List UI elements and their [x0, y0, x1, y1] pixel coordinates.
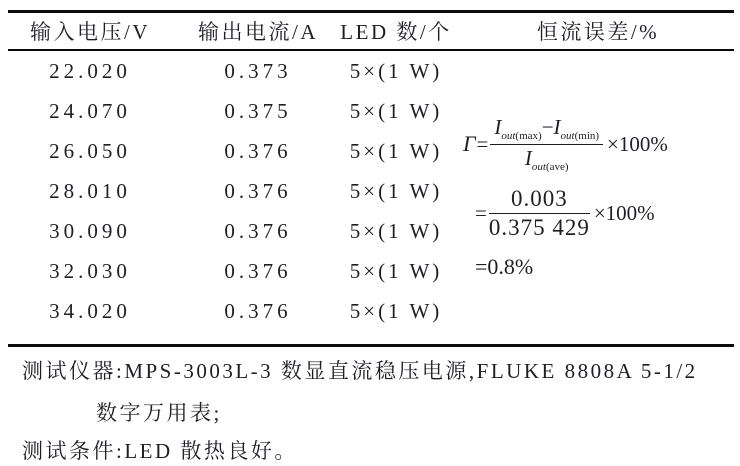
cell-input-voltage: 32.030: [49, 258, 131, 283]
col-header-current-error: 恒流误差/%: [536, 20, 660, 44]
cell-led-count: 5×(1 W): [349, 138, 443, 163]
fraction-numerator: [490, 115, 603, 144]
fraction-values: [489, 186, 590, 241]
current-symbol: I: [553, 115, 561, 140]
subscript-ave: (ave): [545, 160, 569, 173]
subscript-max: (max): [515, 130, 542, 143]
formula-result: =0.8%: [475, 254, 534, 279]
equals-sign: =: [476, 131, 489, 156]
cell-led-count: 5×(1 W): [349, 178, 443, 203]
cell-led-count: 5×(1 W): [349, 58, 443, 83]
cell-led-count: 5×(1 W): [349, 258, 443, 283]
subscript-min: (min): [574, 130, 600, 143]
times-100-percent: ×100%: [607, 131, 668, 156]
col-header-input-voltage: 输入电压/V: [30, 20, 150, 44]
formula-line-substitution: [463, 182, 737, 244]
fraction-numerator: 0.003: [489, 186, 590, 214]
cell-input-voltage: 24.070: [49, 98, 131, 123]
table-bottom-rule: [8, 344, 734, 347]
note-test-instruments-continued: 数字万用表;: [96, 401, 222, 425]
cell-output-current: 0.373: [224, 58, 292, 83]
times-100-percent: ×100%: [593, 200, 655, 225]
cell-led-count: 5×(1 W): [349, 298, 443, 323]
constant-current-error-formula: [463, 110, 737, 280]
cell-output-current: 0.376: [224, 298, 292, 323]
cell-output-current: 0.376: [224, 258, 292, 283]
fraction-denominator: 0.375 429: [488, 214, 590, 240]
cell-input-voltage: 22.020: [49, 58, 131, 83]
cell-output-current: 0.376: [224, 218, 292, 243]
fraction-denominator: [490, 145, 603, 173]
formula-line-definition: [463, 110, 737, 178]
equals-sign: =: [475, 200, 487, 225]
table-header-row: [0, 13, 740, 49]
note-test-conditions: 测试条件:LED 散热良好。: [22, 439, 298, 463]
note-test-instruments: 测试仪器:MPS-3003L-3 数显直流稳压电源,FLUKE 8808A 5-1/2: [22, 359, 698, 383]
cell-input-voltage: 30.090: [49, 218, 131, 243]
subscript-out: out: [531, 160, 546, 173]
cell-input-voltage: 26.050: [49, 138, 131, 163]
cell-input-voltage: 28.010: [49, 178, 131, 203]
table-row: [0, 51, 740, 91]
subscript-out: out: [501, 130, 516, 143]
col-header-output-current: 输出电流/A: [198, 20, 318, 44]
cell-input-voltage: 34.020: [49, 298, 131, 323]
current-symbol: I: [494, 115, 502, 140]
cell-output-current: 0.376: [224, 178, 292, 203]
cell-output-current: 0.376: [224, 138, 292, 163]
table-row: [0, 291, 740, 331]
fraction-definition: [490, 115, 603, 172]
cell-output-current: 0.375: [224, 98, 292, 123]
subscript-out: out: [560, 130, 575, 143]
current-symbol: I: [524, 145, 532, 170]
cell-led-count: 5×(1 W): [349, 218, 443, 243]
gamma-symbol: Γ: [463, 131, 476, 156]
minus-sign: −: [541, 115, 554, 140]
col-header-led-count: LED 数/个: [340, 20, 452, 44]
cell-led-count: 5×(1 W): [349, 98, 443, 123]
